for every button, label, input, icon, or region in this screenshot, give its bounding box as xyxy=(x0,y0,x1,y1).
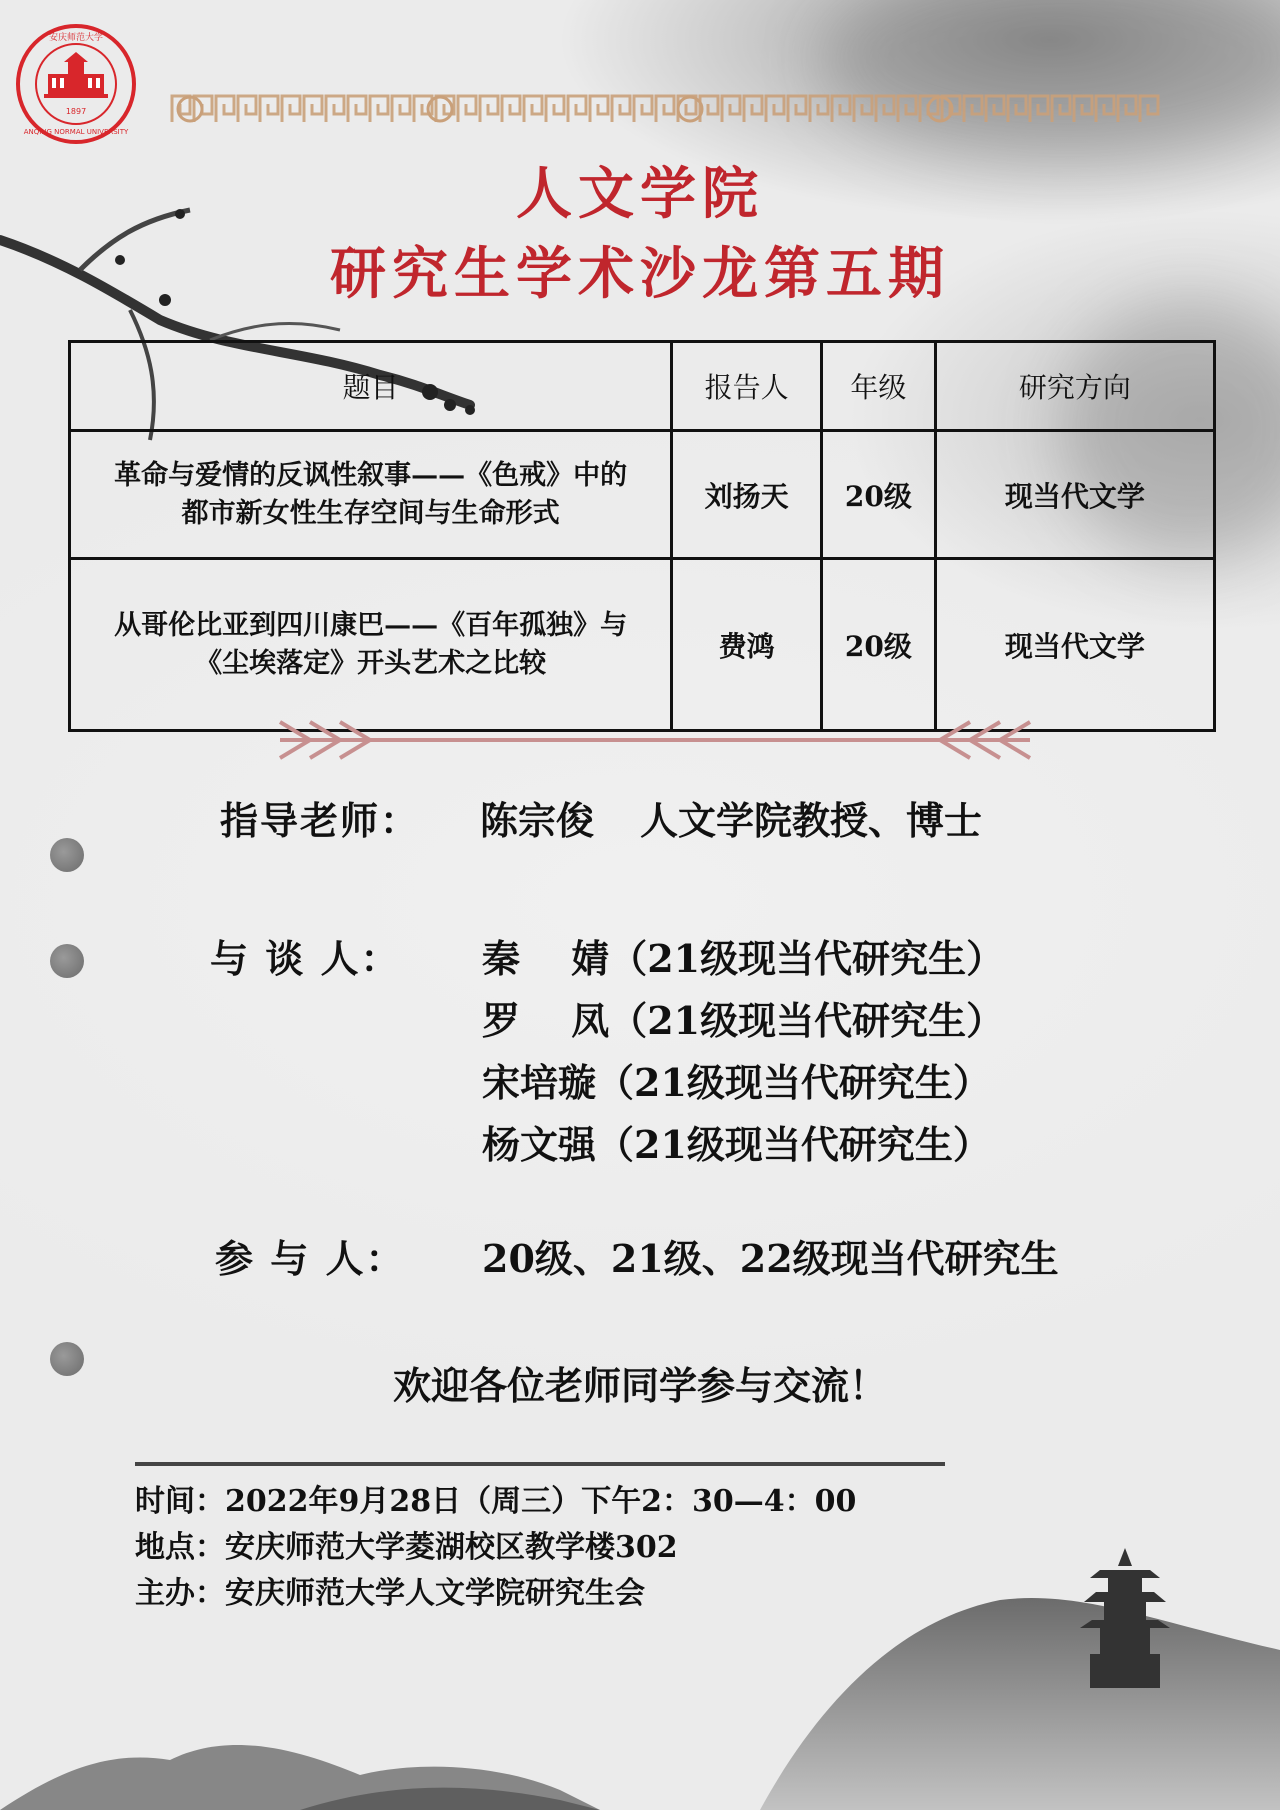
event-place: 地点：安庆师范大学菱湖校区教学楼302 xyxy=(135,1530,678,1565)
discussant-item: 杨文强（21级现当代研究生） xyxy=(482,1122,991,1167)
grade-cell: 20级 xyxy=(821,431,935,559)
grade-cell: 20级 xyxy=(821,559,935,731)
topic-line: 从哥伦比亚到四川康巴——《百年孤独》与 xyxy=(114,609,628,641)
header-field: 研究方向 xyxy=(935,342,1214,431)
discussant-item: 秦 婧（21级现当代研究生） xyxy=(482,936,1005,981)
advisor-name: 陈宗俊 xyxy=(480,798,595,843)
advisor-label: 指导老师： xyxy=(220,798,421,843)
advisor-title: 人文学院教授、博士 xyxy=(640,798,983,843)
event-host: 主办：安庆师范大学人文学院研究生会 xyxy=(135,1576,645,1611)
event-time: 时间：2022年9月28日（周三）下午2：30—4：00 xyxy=(135,1484,857,1519)
table-header-row xyxy=(70,342,1215,431)
decorative-fret-band xyxy=(170,92,1160,126)
discussant-item: 罗 凤（21级现当代研究生） xyxy=(482,998,1005,1043)
logo-cn-text: 安庆师范大学 xyxy=(48,33,104,43)
table-row xyxy=(70,559,1215,731)
topic-cell xyxy=(70,559,672,731)
participants-value: 20级、21级、22级现当代研究生 xyxy=(482,1236,1059,1281)
topic-line: 都市新女性生存空间与生命形式 xyxy=(181,497,560,529)
university-logo xyxy=(14,22,138,146)
topic-cell xyxy=(70,431,672,559)
field-cell: 现当代文学 xyxy=(935,559,1214,731)
page-title-salon: 研究生学术沙龙第五期 xyxy=(330,241,950,307)
discussants-label: 与 谈 人： xyxy=(210,936,401,981)
discussant-item: 宋培璇（21级现当代研究生） xyxy=(482,1060,991,1105)
pagoda-illustration xyxy=(1070,1548,1180,1688)
header-grade: 年级 xyxy=(821,342,935,431)
field-cell: 现当代文学 xyxy=(935,431,1214,559)
topic-line: 革命与爱情的反讽性叙事——《色戒》中的 xyxy=(114,459,628,491)
speaker-cell: 费鸿 xyxy=(672,559,822,731)
ink-dot xyxy=(50,944,84,978)
participants-label: 参 与 人： xyxy=(215,1236,406,1281)
schedule-table xyxy=(68,340,1216,732)
ink-dot xyxy=(50,838,84,872)
logo-ring-text: ANQING NORMAL UNIVERSITY xyxy=(23,128,129,136)
arrow-divider xyxy=(270,714,1040,766)
header-speaker: 报告人 xyxy=(672,342,822,431)
table-row xyxy=(70,431,1215,559)
speaker-cell: 刘扬天 xyxy=(672,431,822,559)
topic-line: 《尘埃落定》开头艺术之比较 xyxy=(195,647,547,679)
logo-year: 1897 xyxy=(65,107,87,116)
welcome-message: 欢迎各位老师同学参与交流！ xyxy=(392,1363,887,1408)
page-title-college: 人文学院 xyxy=(516,161,764,227)
header-topic: 题目 xyxy=(70,342,672,431)
divider-line xyxy=(135,1462,945,1466)
